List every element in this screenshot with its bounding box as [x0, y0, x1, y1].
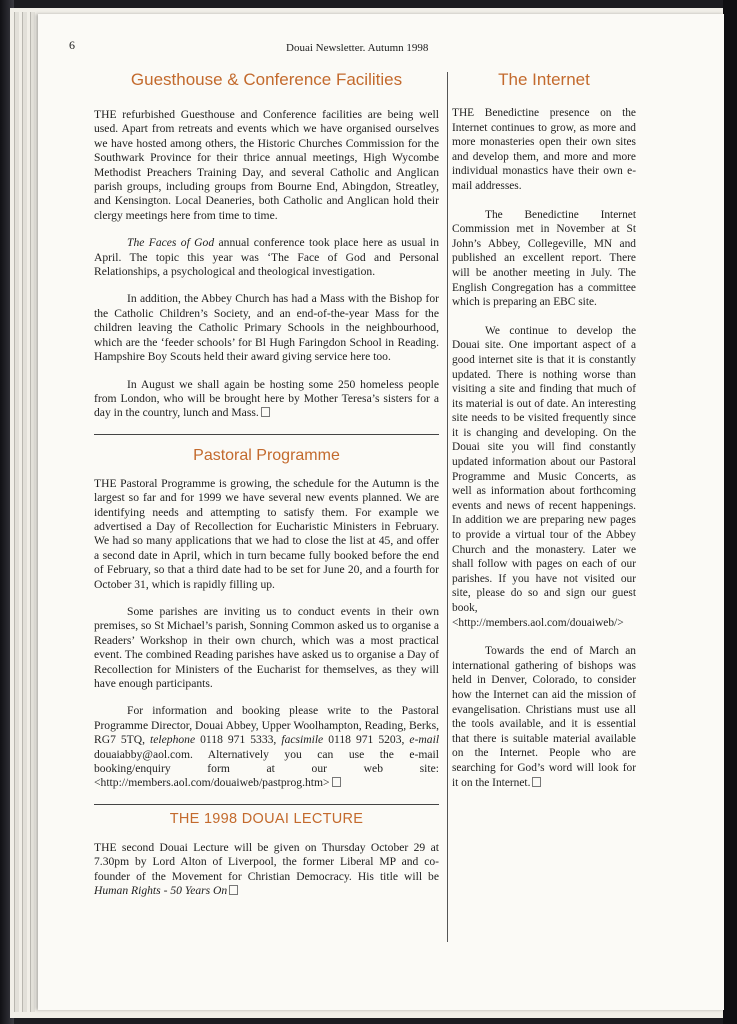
- pastoral-email: douaiabby@aol.com.: [94, 747, 193, 761]
- guesthouse-heading: Guesthouse & Conference Facilities: [130, 70, 403, 89]
- lecture-heading: THE 1998 DOUAI LECTURE: [169, 810, 364, 827]
- guesthouse-paragraph: THE refurbished Guesthouse and Conference facilities are being well used. Apart from retreats and events which we have organised ourselves we have hosted among others, the Historic Churches Commission for the Southwark Province for their thrice annual meetings, High Wycombe Methodist Preachers Training Day, and several Catholic and Anglican parish groups, including groups from Bourne End, Abingdon, Streatley, and Kensington. Local Deaneries, both Catholic and Anglican hold their clergy meetings here from time to time.: [94, 108, 439, 222]
- left-column: [94, 70, 439, 911]
- right-column: [452, 70, 636, 804]
- lecture-title: Human Rights - 50 Years On: [94, 884, 228, 898]
- internet-heading: The Internet: [498, 70, 590, 89]
- section-rule: [94, 434, 439, 435]
- section-rule: [94, 804, 439, 805]
- faces-of-god-title: The Faces of God: [127, 236, 215, 250]
- pastoral-paragraph: THE Pastoral Programme is growing, the schedule for the Autumn is the largest so far and for 1999 we have several new events planned. We are identifying needs and attempting to satisfy them. For example we advertised a Day of Recollection for Eucharistic Ministers in February. We had so many applications that we had to close the list at 45, and offer a second date in April, which in turn became fully booked before the end of February, so that a third date had to be set for June 20, and a fourth for October 31, which is rapidly filling up.: [94, 476, 439, 591]
- guesthouse-paragraph: The Faces of God annual conference took place here as usual in April. The topic this year was ‘The Face of God and Personal Relationships, a psychological and theological investigation.: [94, 236, 439, 279]
- page-stack-edge: [30, 12, 35, 1012]
- column-divider: [447, 72, 448, 942]
- pastoral-heading: Pastoral Programme: [193, 446, 340, 464]
- end-of-article-icon: [532, 777, 541, 787]
- running-head: Douai Newsletter. Autumn 1998: [286, 42, 429, 54]
- internet-paragraph: The Benedictine Internet Commission met in November at St John’s Abbey, Collegeville, MN and published an excellent report. There will be another meeting in July. The English Congregation has a committee which is preparing an EBC site.: [452, 208, 636, 309]
- guesthouse-paragraph: In August we shall again be hosting some 250 homeless people from London, who will be brought here by Mother Teresa’s sisters for a day in the country, lunch and Mass.: [94, 377, 439, 420]
- scan-border: [723, 0, 737, 1024]
- internet-paragraph: THE Benedictine presence on the Internet continues to grow, as more and more monasteries open their own sites and develop them, and more and more individual monastics have their own e-mail addresses.: [452, 107, 636, 192]
- end-of-article-icon: [332, 777, 341, 787]
- pastoral-web-link: Alternatively you can use the e-mail booking/enquiry form at our web site: <http://members.aol.com/douaiweb/pastprog.htm>: [94, 747, 439, 790]
- pastoral-contact: For information and booking please write to the Pastoral Programme Director, Douai Abbey, Upper Woolhampton, Reading, Berks, RG7 5TQ, telephone 0118 971 5333, facsimile 0118 971 5203, e-mail douaiabby@aol.com. Alternatively you can use the e-mail booking/enquiry form at our web site: <http://members.aol.com/douaiweb/pastprog.htm>: [94, 704, 440, 790]
- page-number: 6: [69, 38, 75, 52]
- internet-paragraph: We continue to develop the Douai site. One important aspect of a good internet site is that it is constantly updated. There is nothing worse than visiting a site and finding that much of its material is out of date. An interesting site needs to be visited frequently since it is changing and developing. On the Douai site you will find constantly updated information about our Pastoral Programme and Music Concerts, as well as information about forthcoming events and news of recent happenings. In addition we are preparing new pages to provide a virtual tour of the Abbey Church and the monastery. Later we shall follow with pages on each of our parishes. If you have not visited our site, please do so and sign our guest book, <http://members.aol.com/douaiweb/>: [452, 324, 636, 629]
- end-of-article-icon: [261, 407, 270, 417]
- end-of-article-icon: [229, 885, 238, 895]
- internet-paragraph: Towards the end of March an international gathering of bishops was held in Denver, Colorado, to consider how the Internet can aid the mission of evangelisation. Christians must use all the tools available, and it is essential that there is suitable material available on the Internet. People who are searching for God’s word will look for it on the Internet.: [452, 645, 636, 789]
- lecture-paragraph: THE second Douai Lecture will be given on Thursday October 29 at 7.30pm by Lord Alton of Liverpool, the former Liberal MP and co-founder of the Movement for Christian Democracy. His title will be Human Rights - 50 Years On: [94, 840, 439, 898]
- page-stack-edge: [22, 12, 27, 1012]
- guesthouse-paragraph: In addition, the Abbey Church has had a Mass with the Bishop for the Catholic Children’s Society, and an end-of-the-year Mass for the children leaving the Catholic Primary Schools in the neighbourhood, which are the ‘feeder schools’ for Bl Hugh Faringdon School in Reading. Hampshire Boy Scouts held their award giving service here too.: [94, 292, 439, 364]
- pastoral-paragraph: Some parishes are inviting us to conduct events in their own premises, so St Michael’s parish, Sonning Common asked us to organise a Readers’ Workshop in their own church, which was a most practical event. The combined Reading parishes have asked us to organise a Day of Recollection for Ministers of the Eucharist for themselves, as they will have enough participants.: [94, 604, 439, 690]
- page-stack-edge: [14, 12, 19, 1012]
